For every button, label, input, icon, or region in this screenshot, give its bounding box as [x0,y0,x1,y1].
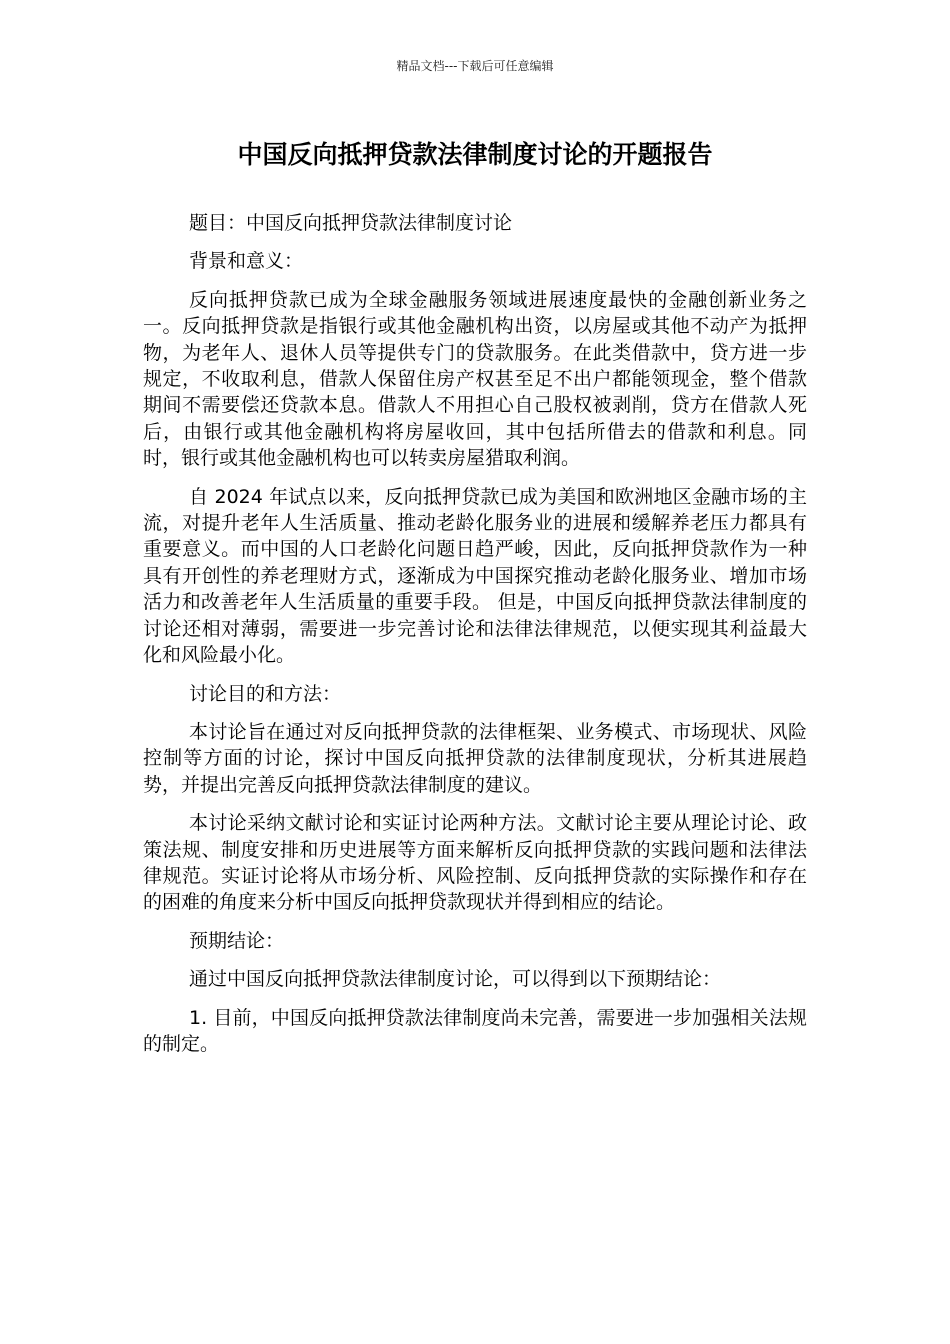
background-paragraph-1: 反向抵押贷款已成为全球金融服务领域进展速度最快的金融创新业务之一。反向抵押贷款是指银行或其他金融机构出资，以房屋或其他不动产为抵押物，为老年人、退休人员等提供专门的贷款服务。在此类借款中，贷方进一步规定，不收取利息，借款人保留住房产权甚至足不出户都能领现金，整个借款期间不需要偿还贷款本息。借款人不用担心自己股权被剥削，贷方在借款人死后，由银行或其他金融机构将房屋收回，其中包括所借去的借款和利息。同时，银行或其他金融机构也可以转卖房屋猎取利润。 [143,288,807,470]
page-header-note: 精品文档---下载后可任意编辑 [396,59,554,73]
section-heading-background: 背景和意义： [189,250,304,273]
method-paragraph: 本讨论采纳文献讨论和实证讨论两种方法。文献讨论主要从理论讨论、政策法规、制度安排和历史进展等方面来解析反向抵押贷款的实践问题和法律法律规范。实证讨论将从市场分析、风险控制、反向抵押贷款的实际操作和存在的困难的角度来分析中国反向抵押贷款现状并得到相应的结论。 [143,812,807,914]
document-title: 中国反向抵押贷款法律制度讨论的开题报告 [237,140,713,169]
document-body [143,210,807,1069]
purpose-paragraph: 本讨论旨在通过对反向抵押贷款的法律框架、业务模式、市场现状、风险控制等方面的讨论，探讨中国反向抵押贷款的法律制度现状，分析其进展趋势，并提出完善反向抵押贷款法律制度的建议。 [143,720,807,796]
section-heading-purpose-method: 讨论目的和方法： [189,682,342,705]
topic-paragraph: 题目：中国反向抵押贷款法律制度讨论 [189,212,513,234]
background-paragraph-2: 自 2024 年试点以来，反向抵押贷款已成为美国和欧洲地区金融市场的主流，对提升老年人生活质量、推动老龄化服务业的进展和缓解养老压力都具有重要意义。而中国的人口老龄化问题日趋严峻，因此，反向抵押贷款作为一种具有开创性的养老理财方式，逐渐成为中国探究推动老龄化服务业、增加市场活力和改善老年人生活质量的重要手段。 但是，中国反向抵押贷款法律制度的讨论还相对薄弱，需要进一步完善讨论和法律法律规范，以便实现其利益最大化和风险最小化。 [143,485,807,667]
conclusion-item-1: 1. 目前，中国反向抵押贷款法律制度尚未完善，需要进一步加强相关法规的制定。 [143,1006,807,1055]
section-heading-expected-conclusion: 预期结论： [189,929,285,952]
conclusion-intro-paragraph: 通过中国反向抵押贷款法律制度讨论，可以得到以下预期结论： [189,968,722,991]
